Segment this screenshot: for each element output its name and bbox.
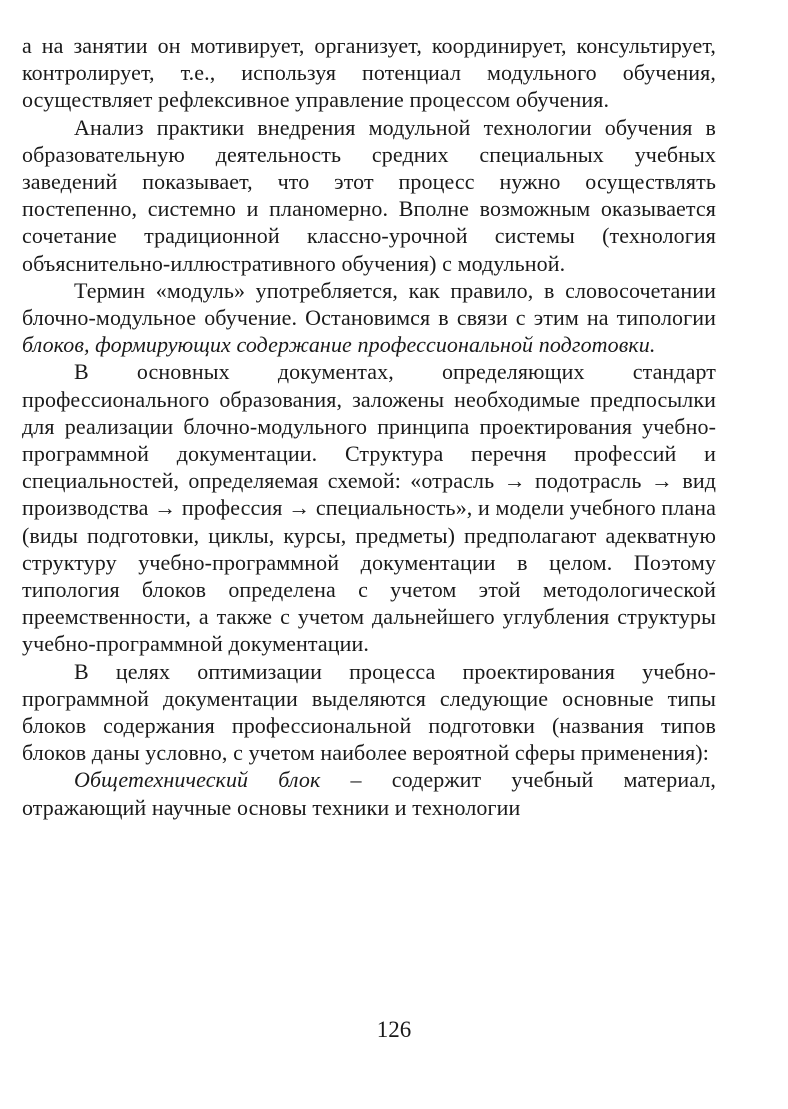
paragraph-4-text: В основных документах, определяющих стандарт профессионального образования, заложены необходимые предпосылки для реализации блочно-модульного принципа проектирования учебно-программной документации. Структура перечня профессий и специальностей, определяемая схемой: «отрасль → подотрасль → вид производства → профессия → специальность», и модели учебного плана (виды подготовки, циклы, курсы, предметы) предполагают адекватную структуру учебно-программной документации в целом. Поэтому типология блоков определена с учетом этой методологической преемственности, а также с учетом дальнейшего углубления структуры учебно-программной документации. <box>22 359 716 657</box>
paragraph-3 <box>22 277 716 359</box>
paragraph-5-text: В целях оптимизации процесса проектирования учебно-программной документации выделяются следующие основные типы блоков содержания профессиональной подготовки (названия типов блоков даны условно, с учетом наиболее вероятной сферы применения): <box>22 658 716 766</box>
page-number: 126 <box>376 1017 412 1042</box>
paragraph-6-text: – содержит учебный материал, отражающий научные основы техники и технологии <box>22 767 716 820</box>
paragraph-5 <box>22 658 716 767</box>
paragraph-6-italic-text: Общетехнический блок <box>74 767 321 793</box>
page-body <box>22 32 716 821</box>
paragraph-2-text: Анализ практики внедрения модульной технологии обучения в образовательную деятельность средних специальных учебных заведений показывает, что этот процесс нужно осуществлять постепенно, системно и планомерно. Вполне возможным оказывается сочетание традиционной классно-урочной системы (технология объяснительно-иллюстративного обучения) с модульной. <box>22 114 716 276</box>
paragraph-1-text: а на занятии он мотивирует, организует, координирует, консультирует, контролирует, т.е., используя потенциал модульного обучения, осуществляет рефлексивное управление процессом обучения. <box>22 33 716 113</box>
paragraph-2 <box>22 114 716 277</box>
paragraph-3-italic-text: блоков, формирующих содержание профессиональной подготовки. <box>22 332 656 358</box>
paragraph-6 <box>22 766 716 820</box>
paragraph-4 <box>22 358 716 657</box>
paragraph-1 <box>22 32 716 114</box>
paragraph-3-text: Термин «модуль» употребляется, как правило, в словосочетании блочно-модульное обучение. Остановимся в связи с этим на типологии <box>22 277 716 331</box>
